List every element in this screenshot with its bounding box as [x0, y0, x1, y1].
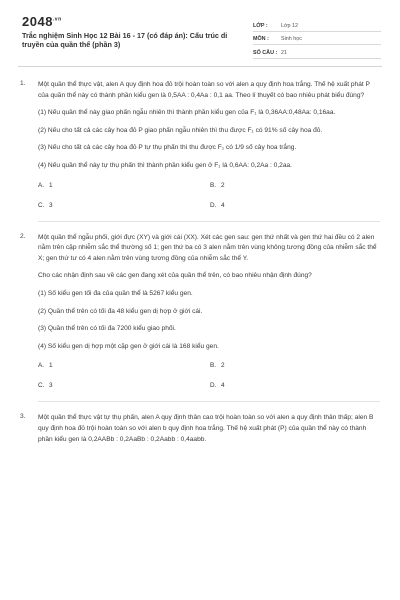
answer-option-c[interactable]: [38, 202, 210, 209]
question-number: 3.: [20, 413, 26, 421]
question-3: [0, 413, 400, 445]
meta-key: LỚP :: [253, 22, 268, 29]
meta-key: MÔN :: [253, 36, 269, 42]
site-logo[interactable]: [22, 14, 62, 29]
question-list: [0, 80, 400, 456]
option-value: 2: [221, 181, 225, 189]
meta-value: Lớp 12: [281, 22, 299, 29]
question-statement: (4) Nếu quần thể này tự thụ phấn thì thành phần kiểu gen ở F₁ là 0,6AA: 0,2Aa : 0,2aa.: [38, 161, 293, 169]
option-letter: B.: [210, 362, 217, 370]
question-statement: (2) Nếu cho tất cả các cây hoa đỏ P giao phấn ngẫu nhiên thì thu được F₁ có 91% số cây hoa đỏ.: [38, 126, 323, 134]
answer-option-b[interactable]: [210, 182, 382, 189]
option-value: 4: [221, 201, 225, 209]
option-letter: D.: [210, 382, 217, 390]
answer-option-b[interactable]: [210, 362, 382, 369]
question-statement: (3) Nếu cho tất cả các cây hoa đỏ P tự thụ phấn thì thu được F₁ có 1/9 số cây hoa trắng.: [38, 144, 297, 152]
option-value: 1: [49, 181, 53, 189]
option-value: 1: [49, 362, 53, 370]
question-statement: (1) Nếu quần thể này giao phấn ngẫu nhiên thì thành phần kiểu gen của F₁ là 0,36AA:0,48Aa: 0,16aa.: [38, 109, 336, 117]
question-number: 1.: [20, 80, 26, 87]
answer-option-a[interactable]: [38, 362, 210, 369]
question-statement: (3) Quần thể trên có tối đa 7200 kiểu giao phối.: [38, 325, 176, 333]
question-text: Một quần thể thực vật, alen A quy định hoa đỏ trội hoàn toàn so với alen a quy định hoa trắng. Thế hệ xuất phát P của quần thể này có thành phần kiểu gen là 0,5AA : 0,4Aa : 0,1 aa. Theo lí thuyết có bao nhiêu phát biểu đúng?: [38, 81, 370, 99]
answer-option-d[interactable]: [210, 202, 382, 209]
option-value: 3: [49, 201, 53, 209]
meta-key: SỐ CÂU :: [253, 49, 278, 56]
answer-options: [38, 182, 380, 222]
question-1: [0, 80, 400, 222]
option-value: 4: [221, 382, 225, 390]
option-letter: D.: [210, 201, 217, 209]
page-header: [0, 0, 400, 62]
meta-value: 21: [281, 49, 287, 56]
meta-row-subject: [253, 32, 381, 46]
question-text: Một quần thể thực vật tự thụ phấn, alen A quy định thân cao trội hoàn toàn so với alen a quy định thân thấp; alen B quy định hoa đỏ trội hoàn toàn so với alen b quy định hoa trắng. Thế hệ xuất phát (P) của quần thể này có thành phần kiểu gen là 0,2AABb : 0,2AaBb : 0,2Aabb : 0,4aabb.: [38, 414, 374, 443]
logo-main: 2048: [22, 14, 53, 29]
answer-option-c[interactable]: [38, 382, 210, 389]
answer-option-a[interactable]: [38, 182, 210, 189]
question-2: [0, 233, 400, 403]
meta-value: Sinh học: [281, 36, 302, 42]
bottom-fade: [0, 588, 400, 600]
logo-suffix: .vn: [52, 16, 62, 23]
document-title: Trắc nghiệm Sinh Học 12 Bài 16 - 17 (có đáp án): Cấu trúc di truyền của quần thể (phần 3): [22, 31, 228, 50]
option-letter: A.: [38, 362, 45, 370]
meta-info: [253, 18, 381, 59]
meta-row-count: [253, 45, 381, 59]
option-letter: B.: [210, 181, 217, 189]
question-number: 2.: [20, 232, 26, 240]
answer-option-d[interactable]: [210, 382, 382, 389]
option-letter: C.: [38, 382, 45, 390]
option-value: 2: [221, 362, 225, 370]
option-value: 3: [49, 382, 53, 390]
option-letter: A.: [38, 181, 45, 189]
question-statement: (1) Số kiểu gen tối đa của quần thể là 5267 kiểu gen.: [38, 289, 193, 297]
meta-row-class: [253, 18, 381, 32]
question-statement: (4) Số kiểu gen dị hợp một cặp gen ở giới cái là 168 kiểu gen.: [38, 342, 219, 350]
question-text: Một quần thể ngẫu phối, giới đực (XY) và giới cái (XX). Xét các gen sau: gen thứ nhất và gen thứ hai đều có 2 alen nằm trên cặp nhiễm sắc thể thường số 1; gen thứ ba có 3 alen nằm trên vùng không tương đồng của nhiễm sắc thể X; gen thứ tư có 4 alen nằm trên vùng tương đồng của nhiễm sắc thể Y.: [38, 233, 377, 262]
question-statement: Cho các nhận định sau về các gen đang xét của quần thể trên, có bao nhiêu nhận định đúng?: [38, 272, 312, 280]
question-statement: (2) Quần thể trên có tối đa 48 kiểu gen dị hợp ở giới cái.: [38, 307, 203, 315]
answer-options: [38, 362, 380, 402]
header-divider: [18, 66, 382, 67]
option-letter: C.: [38, 201, 45, 209]
